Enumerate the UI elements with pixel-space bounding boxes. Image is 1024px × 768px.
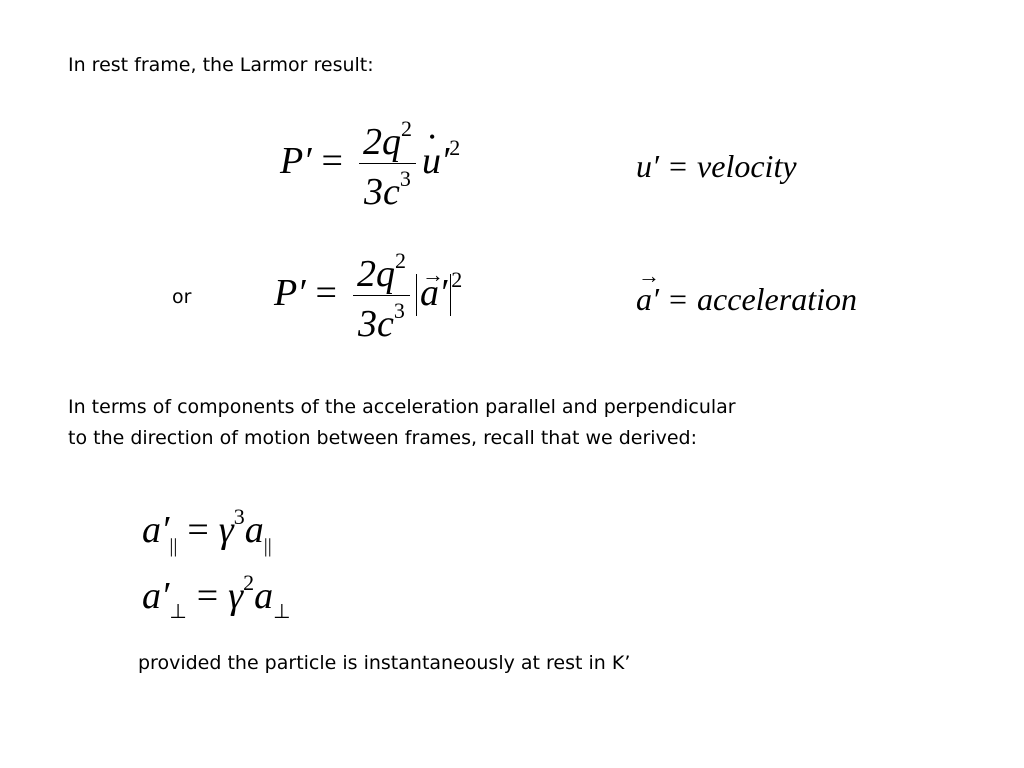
def2-equals: = (669, 281, 688, 317)
eq4-rhs: a (254, 575, 274, 617)
intro-text: In rest frame, the Larmor result: (68, 54, 374, 76)
or-label: or (172, 286, 192, 308)
velocity-definition (636, 150, 797, 182)
eq3-equals: = (187, 509, 209, 551)
eq4-rhs-sub: ⊥ (273, 601, 291, 623)
eq2-equals: = (315, 272, 337, 315)
eq4-lhs: a′ (142, 575, 170, 617)
eq3-lhs: a′ (142, 509, 170, 551)
eq2-num-exp: 2 (394, 248, 406, 273)
eq4-gamma: γ (228, 575, 244, 617)
eq3-lhs-sub: || (169, 535, 178, 557)
eq1-num-exp: 2 (400, 116, 412, 141)
eq2-var-exp: 2 (451, 267, 463, 293)
eq4-lhs-sub: ⊥ (169, 601, 187, 623)
eq3-rhs-sub: || (263, 535, 272, 557)
eq1-lhs: P′ (280, 140, 312, 183)
eq2-den-exp: 3 (393, 298, 405, 323)
def1-lhs: u′ (636, 148, 659, 184)
eq3-rhs: a (244, 509, 264, 551)
def1-rhs: velocity (697, 148, 797, 184)
eq2-num: 2q (356, 253, 395, 295)
eq1-var: • u′ (422, 142, 449, 180)
eq4-gamma-exp: 2 (243, 570, 255, 595)
larmor-equation-velocity (280, 118, 460, 211)
perpendicular-acceleration-equation (142, 572, 291, 622)
larmor-equation-acceleration (274, 250, 462, 343)
eq4-equals: = (196, 575, 219, 617)
components-line-1: In terms of components of the acceleration parallel and perpendicular (68, 396, 736, 418)
provided-text: provided the particle is instantaneously at rest in K’ (138, 652, 631, 674)
def2-rhs: acceleration (697, 281, 857, 317)
eq1-equals: = (321, 140, 343, 183)
eq3-gamma: γ (218, 509, 234, 551)
components-line-2: to the direction of motion between frames, recall that we derived: (68, 427, 697, 449)
eq2-den: 3c (358, 303, 394, 345)
eq2-fraction (353, 250, 410, 343)
def1-equals: = (669, 148, 688, 184)
eq1-num: 2q (362, 121, 401, 163)
eq3-gamma-exp: 3 (233, 504, 245, 529)
eq1-var-exp: 2 (449, 135, 461, 161)
eq1-fraction (359, 118, 416, 211)
eq2-abs (416, 274, 451, 316)
eq2-var: → a′ (420, 274, 447, 312)
parallel-acceleration-equation (142, 506, 272, 556)
eq2-lhs: P′ (274, 272, 306, 315)
eq1-den-exp: 3 (399, 166, 411, 191)
def2-lhs: → a′ (636, 283, 659, 315)
eq1-den: 3c (364, 171, 400, 213)
acceleration-definition (636, 283, 857, 315)
